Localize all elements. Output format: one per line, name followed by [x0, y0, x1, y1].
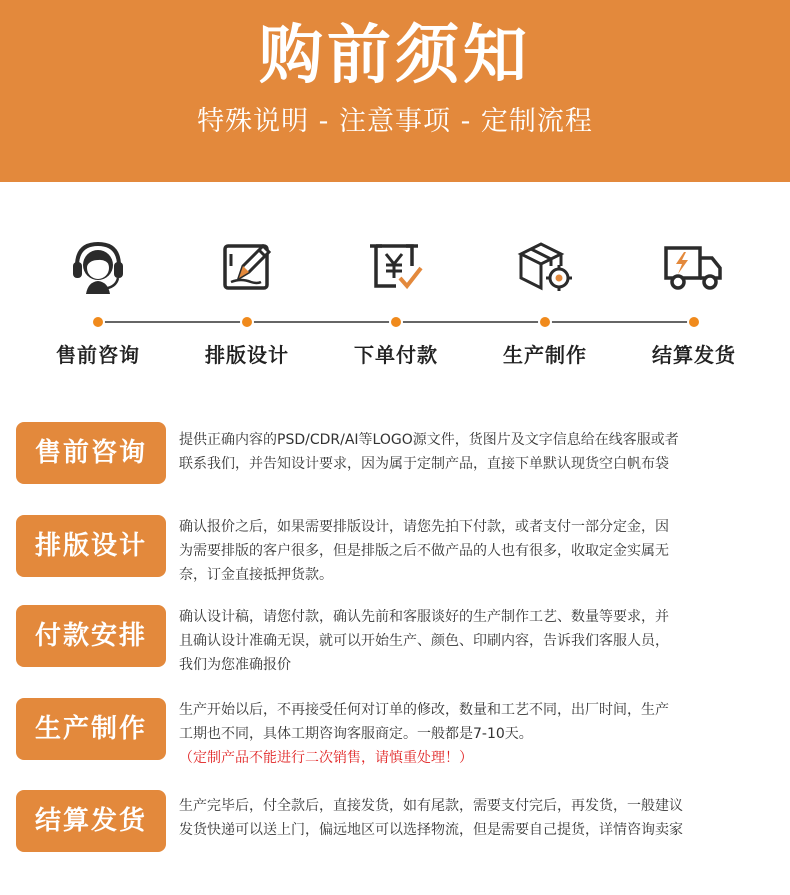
timeline-dot — [687, 315, 701, 329]
section-badge: 结算发货 — [16, 790, 166, 852]
description-line: 为需要排版的客户很多，但是排版之后不做产品的人也有很多，收取定金实属无 — [179, 543, 669, 559]
section-description — [179, 605, 779, 677]
process-step-label: 生产制作 — [503, 343, 587, 367]
box-gear-icon — [515, 236, 575, 296]
header-banner — [0, 0, 790, 182]
description-line: 生产完毕后，付全款后，直接发货，如有尾款，需要支付完后，再发货，一般建议 — [179, 798, 683, 814]
page-subtitle: 特殊说明 - 注意事项 - 定制流程 — [197, 106, 593, 137]
customer-service-headset-icon — [68, 236, 128, 296]
process-step-label: 排版设计 — [205, 343, 289, 367]
description-line: 确认设计稿，请您付款，确认先前和客服谈好的生产制作工艺、数量等要求，并 — [179, 609, 669, 625]
timeline-dot — [538, 315, 552, 329]
timeline-dot — [389, 315, 403, 329]
description-line: 提供正确内容的PSD/CDR/AI等LOGO源文件，货图片及文字信息给在线客服或者 — [179, 432, 679, 448]
page-title: 购前须知 — [259, 19, 531, 93]
description-line: 确认报价之后，如果需要排版设计，请您先拍下付款，或者支付一部分定金，因 — [179, 519, 669, 535]
description-line: 我们为您准确报价 — [179, 657, 291, 673]
section-description — [179, 515, 779, 587]
yuan-payment-icon — [366, 236, 426, 296]
process-step-label: 下单付款 — [354, 343, 438, 367]
process-step-label: 结算发货 — [652, 343, 736, 367]
timeline-dot — [91, 315, 105, 329]
design-pen-icon — [217, 236, 277, 296]
section-description — [179, 428, 779, 476]
description-line: 联系我们，并告知设计要求，因为属于定制产品，直接下单默认现货空白帆布袋 — [179, 456, 669, 472]
section-description — [179, 698, 779, 770]
description-line: 生产开始以后，不再接受任何对订单的修改，数量和工艺不同，出厂时间，生产 — [179, 702, 669, 718]
section-badge: 付款安排 — [16, 605, 166, 667]
description-line: 发货快递可以送上门，偏远地区可以选择物流，但是需要自己提货，详情咨询卖家 — [179, 822, 683, 838]
process-step-label: 售前咨询 — [56, 343, 140, 367]
warning-note: （定制产品不能进行二次销售，请慎重处理！） — [179, 750, 473, 766]
timeline-dot — [240, 315, 254, 329]
section-badge: 售前咨询 — [16, 422, 166, 484]
section-description — [179, 794, 779, 842]
delivery-truck-icon — [664, 236, 724, 296]
section-badge: 排版设计 — [16, 515, 166, 577]
description-line: 且确认设计准确无误，就可以开始生产、颜色、印刷内容，告诉我们客服人员， — [179, 633, 669, 649]
description-line: 奈，订金直接抵押货款。 — [179, 567, 333, 583]
description-line: 工期也不同，具体工期咨询客服商定。一般都是7-10天。 — [179, 726, 533, 742]
process-timeline — [0, 230, 790, 380]
section-badge: 生产制作 — [16, 698, 166, 760]
